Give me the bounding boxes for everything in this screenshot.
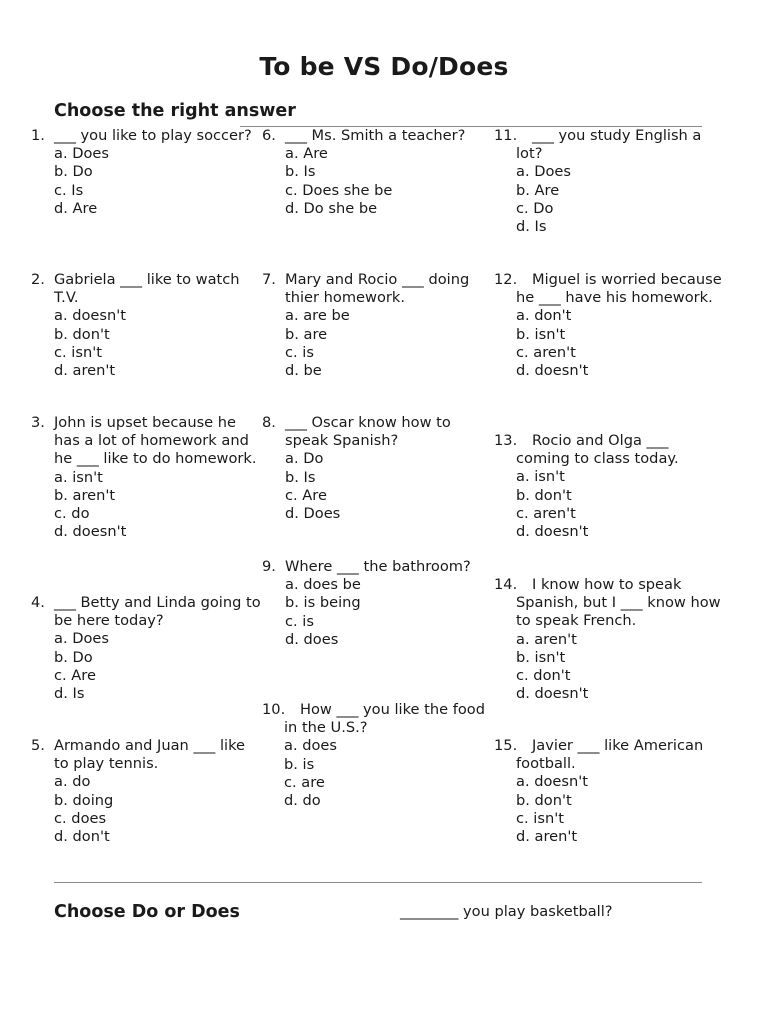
question-number: 2. [31,271,45,288]
question-number: 6. [262,127,276,144]
question-text: ___ you like to play soccer? [54,127,252,144]
answer-option[interactable]: d. Does [285,505,341,523]
answer-option[interactable]: c. Do [516,199,554,217]
answer-option[interactable]: d. do [284,792,321,810]
column-3 [494,127,724,857]
answer-option[interactable]: c. are [284,773,325,791]
section-divider [54,882,702,883]
question-number: 15. [494,737,518,754]
question-number: 1. [31,127,45,144]
question-body [516,271,724,380]
question-text: ___ Betty and Linda going to be here today? [54,594,261,630]
question-text: How ___ you like the food in the U.S.? [284,701,485,737]
question-text: Gabriela ___ like to watch T.V. [54,271,240,307]
answer-option[interactable]: b. isn't [516,325,566,343]
answer-option[interactable]: c. Is [54,181,84,199]
question-body [54,271,261,380]
question-number: 9. [262,558,276,575]
answer-option[interactable]: a. does [284,737,337,755]
question-body [285,558,492,649]
question-text: Rocio and Olga ___ coming to class today. [516,432,679,468]
question-text: Mary and Rocio ___ doing thier homework. [285,271,470,307]
answer-option[interactable]: c. isn't [516,809,564,827]
answer-option[interactable]: d. be [285,362,322,380]
question-4 [31,594,261,703]
answer-option[interactable]: a. does be [285,576,361,594]
do-does-question: ________ you play basketball? [400,903,613,920]
answer-option[interactable]: a. Do [285,450,324,468]
answer-option[interactable]: c. isn't [54,343,102,361]
answer-option[interactable]: c. aren't [516,343,576,361]
answer-option[interactable]: c. don't [516,667,571,685]
question-body [284,701,492,810]
question-body [285,127,492,218]
question-12 [494,271,724,380]
question-number: 8. [262,414,276,431]
question-body [54,127,261,218]
answer-option[interactable]: b. isn't [516,648,566,666]
question-6 [262,127,492,218]
section-heading-choose-right-answer: Choose the right answer [54,101,296,121]
answer-option[interactable]: b. don't [516,486,572,504]
answer-option[interactable]: a. don't [516,307,572,325]
question-body [516,737,724,846]
answer-option[interactable]: d. doesn't [54,523,127,541]
answer-option[interactable]: a. Does [54,145,109,163]
answer-option[interactable]: b. aren't [54,486,116,504]
answer-option[interactable]: a. doesn't [516,773,588,791]
question-9 [262,558,492,649]
question-5 [31,737,261,846]
answer-option[interactable]: b. Do [54,163,93,181]
answer-option[interactable]: a. do [54,773,91,791]
answer-option[interactable]: b. Do [54,648,93,666]
answer-option[interactable]: d. Do she be [285,199,378,217]
question-8 [262,414,492,523]
page-title: To be VS Do/Does [259,52,509,81]
question-body [54,594,261,703]
answer-option[interactable]: c. do [54,505,90,523]
answer-option[interactable]: b. is being [285,594,361,612]
question-body [54,737,261,846]
answer-option[interactable]: b. don't [516,791,572,809]
question-number: 4. [31,594,45,611]
answer-option[interactable]: d. does [285,630,339,648]
answer-option[interactable]: b. Is [285,468,316,486]
answer-option[interactable]: c. aren't [516,504,576,522]
question-body [54,414,261,541]
answer-option[interactable]: d. aren't [54,362,116,380]
column-1 [31,127,261,857]
question-body [516,576,724,703]
question-number: 7. [262,271,276,288]
answer-option[interactable]: b. doing [54,791,114,809]
question-15 [494,737,724,846]
answer-option[interactable]: c. Are [54,666,96,684]
answer-option[interactable]: c. is [285,612,314,630]
section-heading-choose-do-or-does: Choose Do or Does [54,902,240,922]
answer-option[interactable]: d. doesn't [516,523,589,541]
answer-option[interactable]: c. Does she be [285,181,393,199]
answer-option[interactable]: a. aren't [516,630,577,648]
column-2 [262,127,492,857]
answer-option[interactable]: b. are [285,325,328,343]
question-text: ___ Ms. Smith a teacher? [285,127,466,144]
answer-option[interactable]: d. Are [54,199,98,217]
question-7 [262,271,492,380]
question-text: I know how to speak Spanish, but I ___ know how to speak French. [516,576,721,630]
question-body [516,432,724,541]
question-text: John is upset because he has a lot of homework and he ___ like to do homework. [54,414,257,468]
answer-option[interactable]: c. Are [285,486,327,504]
answer-option[interactable]: d. aren't [516,828,578,846]
question-text: Javier ___ like American football. [516,737,704,773]
question-text: ___ you study English a lot? [516,127,702,163]
answer-option[interactable]: b. Is [285,163,316,181]
answer-option[interactable]: a. Does [516,163,571,181]
answer-option[interactable]: a. isn't [54,468,103,486]
answer-option[interactable]: b. Are [516,181,560,199]
question-13 [494,432,724,541]
answer-option[interactable]: c. is [285,343,314,361]
question-14 [494,576,724,703]
answer-option[interactable]: a. Does [54,630,109,648]
question-3 [31,414,261,541]
question-number: 12. [494,271,518,288]
answer-option[interactable]: a. isn't [516,468,565,486]
question-text: Miguel is worried because he ___ have his homework. [516,271,722,307]
question-body [285,271,492,380]
question-number: 14. [494,576,518,593]
question-2 [31,271,261,380]
question-text: Armando and Juan ___ like to play tennis. [54,737,245,773]
question-body [285,414,492,523]
question-number: 3. [31,414,45,431]
answer-option[interactable]: a. Are [285,145,328,163]
question-body [516,127,724,236]
question-text: Where ___ the bathroom? [285,558,471,575]
answer-option[interactable]: d. Is [54,685,85,703]
answer-option[interactable]: b. don't [54,325,110,343]
question-10 [262,701,492,810]
answer-option[interactable]: d. doesn't [516,685,589,703]
answer-option[interactable]: a. are be [285,307,350,325]
answer-option[interactable]: a. doesn't [54,307,126,325]
question-11 [494,127,724,236]
answer-option[interactable]: b. is [284,755,315,773]
question-number: 10. [262,701,286,718]
question-1 [31,127,261,218]
question-text: ___ Oscar know how to speak Spanish? [285,414,451,450]
answer-option[interactable]: d. don't [54,828,110,846]
answer-option[interactable]: c. does [54,809,107,827]
question-number: 11. [494,127,518,144]
answer-option[interactable]: d. doesn't [516,362,589,380]
answer-option[interactable]: d. Is [516,218,547,236]
question-number: 5. [31,737,45,754]
question-number: 13. [494,432,518,449]
